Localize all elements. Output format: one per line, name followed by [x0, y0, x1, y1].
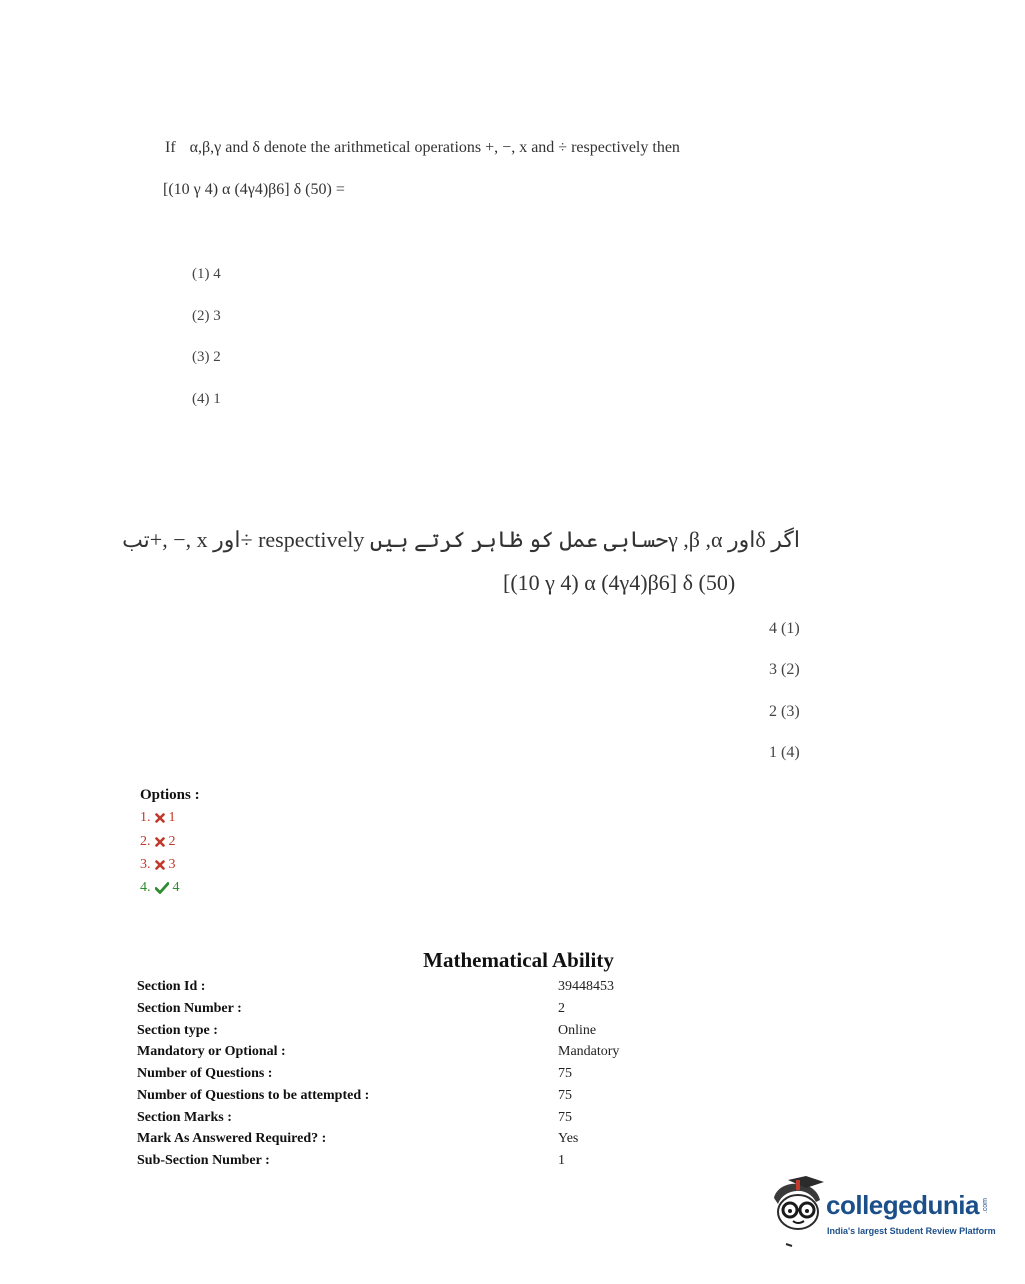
section-number-value: 2: [558, 1001, 565, 1016]
question-body: α,β,γ and δ denote the arithmetical operations +, −, x and ÷ respectively then: [189, 139, 680, 156]
answer-option-3: [140, 857, 176, 873]
option-ur-2: 3 (2): [769, 661, 800, 678]
section-id-value: 39448453: [558, 979, 614, 994]
cross-icon: [155, 860, 165, 870]
question-lead: If: [165, 139, 176, 156]
option-en-4: (4) 1: [192, 391, 221, 407]
option-ur-1: 4 (1): [769, 620, 800, 637]
option-ur-3: 2 (3): [769, 703, 800, 720]
answer-option-value: 3: [168, 857, 176, 872]
option-en-1: (1) 4: [192, 266, 221, 282]
question-expression-en: [(10 γ 4) α (4γ4)β6] δ (50) =: [163, 181, 345, 198]
option-ur-4: 1 (4): [769, 744, 800, 761]
cross-icon: [155, 813, 165, 823]
answer-option-1: [140, 810, 176, 826]
options-heading: Options :: [140, 787, 200, 803]
num-attempt-value: 75: [558, 1088, 572, 1103]
brand-tagline: India's largest Student Review Platform: [827, 1226, 996, 1236]
section-marks-value: 75: [558, 1110, 572, 1125]
answer-option-number: 1.: [140, 810, 151, 825]
num-questions-label: Number of Questions :: [137, 1066, 273, 1081]
answer-option-value: 4: [172, 880, 180, 895]
section-marks-label: Section Marks :: [137, 1110, 232, 1125]
mark-answered-label: Mark As Answered Required? :: [137, 1131, 327, 1146]
section-type-value: Online: [558, 1023, 597, 1038]
mandatory-label: Mandatory or Optional :: [137, 1044, 286, 1059]
subsection-number-value: 1: [558, 1153, 565, 1168]
cross-icon: [155, 837, 165, 847]
check-icon: [155, 882, 169, 894]
answer-option-4: [140, 880, 180, 896]
option-en-3: (3) 2: [192, 349, 221, 365]
num-attempt-label: Number of Questions to be attempted :: [137, 1088, 370, 1103]
answer-option-number: 4.: [140, 880, 151, 895]
section-type-label: Section type :: [137, 1023, 218, 1038]
answer-option-number: 3.: [140, 857, 151, 872]
mark-answered-value: Yes: [558, 1131, 579, 1146]
option-en-2: (2) 3: [192, 308, 221, 324]
question-text-en: [165, 139, 680, 157]
question-text-ur: اگر δاور γ ,β ,αحسابی عمل کو ظاہر کرتے ہیں respectively ÷اور x ,− ,+تب: [122, 527, 800, 552]
answer-option-number: 2.: [140, 834, 151, 849]
section-title: Mathematical Ability: [423, 948, 614, 972]
section-id-label: Section Id :: [137, 979, 206, 994]
question-expression-ur: [(10 γ 4) α (4γ4)β6] δ (50): [503, 570, 736, 595]
answer-option-2: [140, 834, 176, 850]
mandatory-value: Mandatory: [558, 1044, 620, 1059]
subsection-number-label: Sub-Section Number :: [137, 1153, 270, 1168]
answer-option-value: 2: [168, 834, 176, 849]
num-questions-value: 75: [558, 1066, 572, 1081]
brand-wordmark: collegedunia: [826, 1190, 979, 1220]
answer-option-value: 1: [168, 810, 176, 825]
brand-suffix: .com: [982, 1198, 989, 1214]
section-number-label: Section Number :: [137, 1001, 242, 1016]
